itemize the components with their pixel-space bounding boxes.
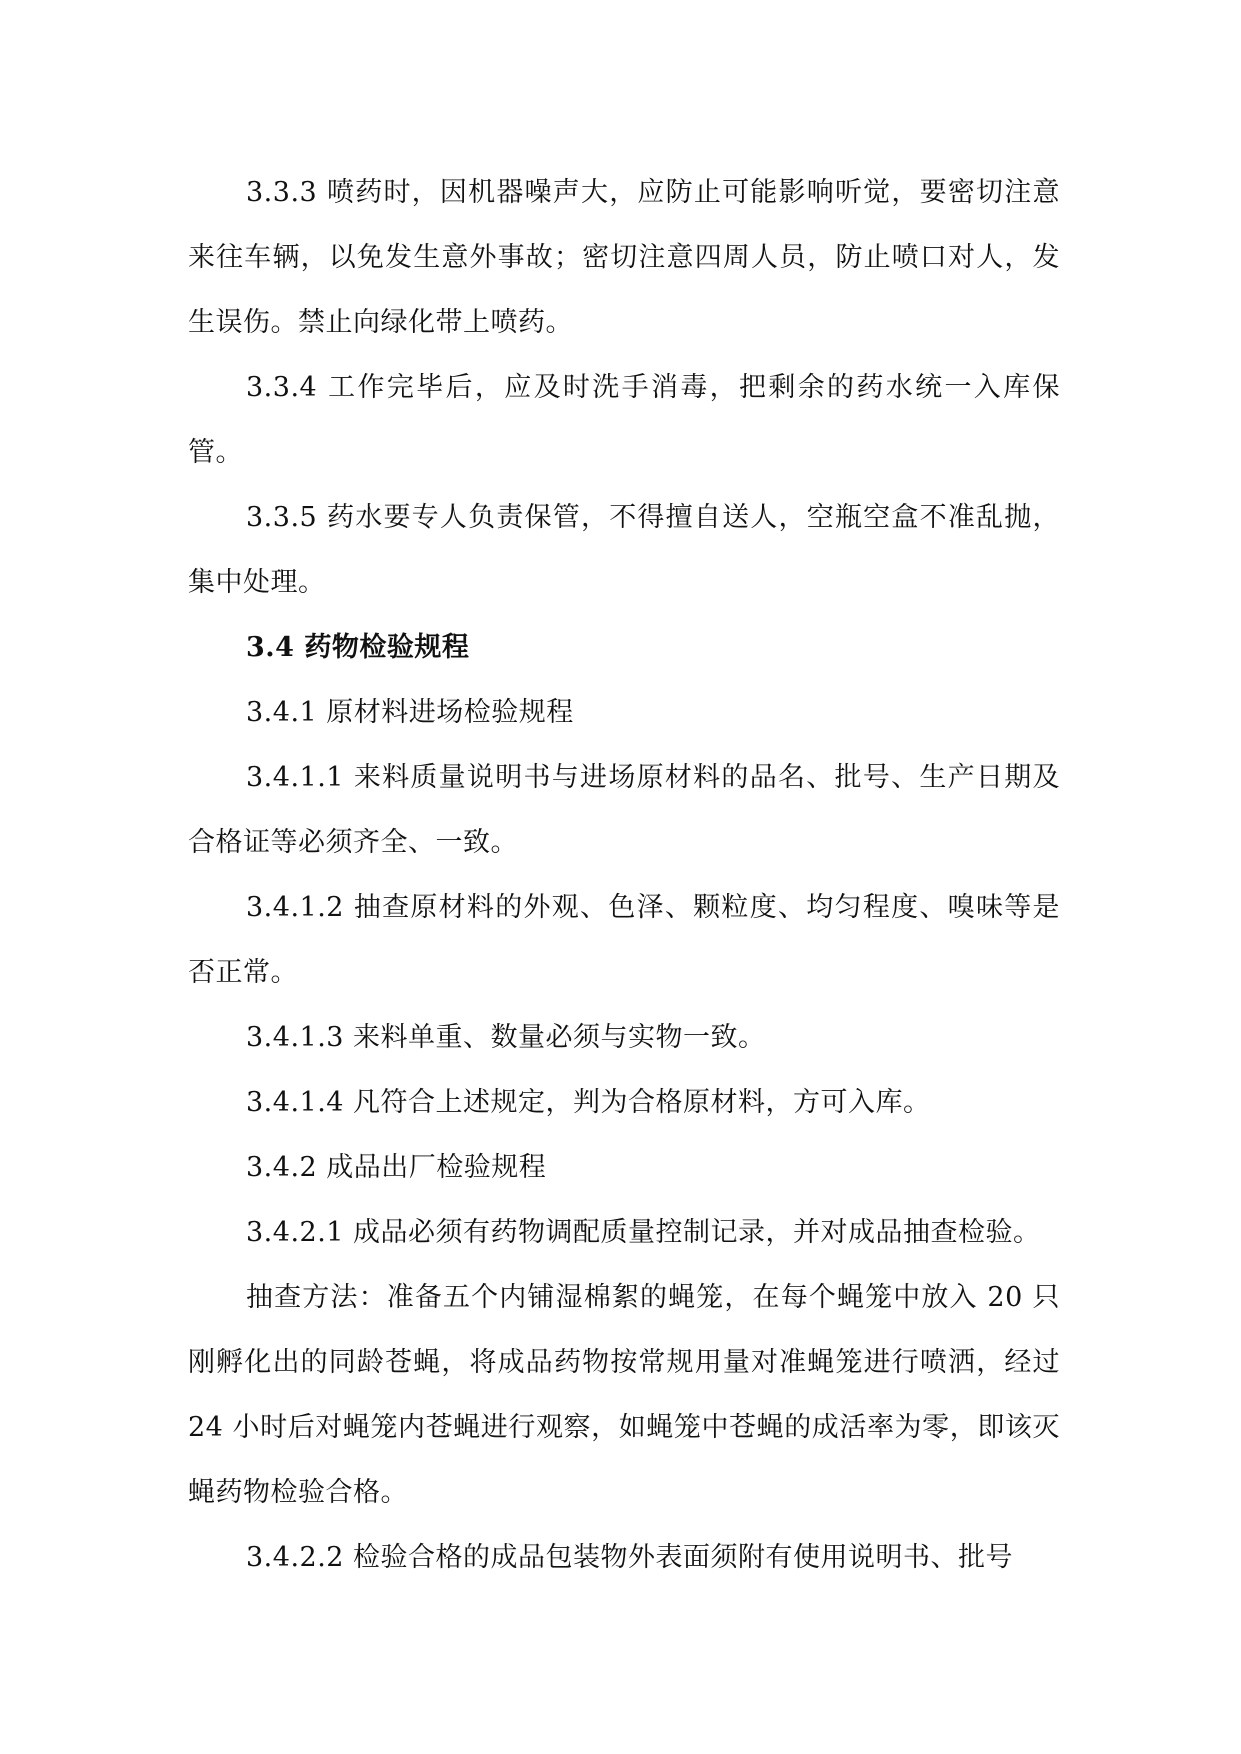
- paragraph-3-4-1-4: 3.4.1.4 凡符合上述规定，判为合格原材料，方可入库。: [246, 1087, 931, 1118]
- paragraph-3-4-1-1: 3.4.1.1 来料质量说明书与进场原材料的品名、批号、生产日期及合格证等必须齐全、一致。: [188, 762, 1060, 858]
- paragraph-3-3-3: 3.3.3 喷药时，因机器噪声大，应防止可能影响听觉，要密切注意来往车辆，以免发生意外事故；密切注意四周人员，防止喷口对人，发生误伤。禁止向绿化带上喷药。: [188, 177, 1060, 338]
- paragraph-3-4-1: 3.4.1 原材料进场检验规程: [246, 697, 574, 728]
- paragraph-3-4-1-2: 3.4.1.2 抽查原材料的外观、色泽、颗粒度、均匀程度、嗅味等是否正常。: [188, 892, 1060, 988]
- paragraph-3-4-2-1: 3.4.2.1 成品必须有药物调配质量控制记录，并对成品抽查检验。: [246, 1217, 1041, 1248]
- section-heading-3-4: 3.4 药物检验规程: [246, 632, 470, 663]
- paragraph-test-method: 抽查方法：准备五个内铺湿棉絮的蝇笼，在每个蝇笼中放入 20 只刚孵化出的同龄苍蝇，将成品药物按常规用量对准蝇笼进行喷洒，经过 24 小时后对蝇笼内苍蝇进行观察，如蝇笼中苍蝇的成活率为零，即该灭蝇药物检验合格。: [188, 1282, 1060, 1508]
- paragraph-3-4-2-2: 3.4.2.2 检验合格的成品包装物外表面须附有使用说明书、批号: [246, 1542, 1014, 1573]
- document-body: [188, 160, 1060, 1590]
- paragraph-3-3-5: 3.3.5 药水要专人负责保管，不得擅自送人，空瓶空盒不准乱抛，集中处理。: [188, 502, 1060, 598]
- paragraph-3-4-1-3: 3.4.1.3 来料单重、数量必须与实物一致。: [246, 1022, 766, 1053]
- paragraph-3-4-2: 3.4.2 成品出厂检验规程: [246, 1152, 547, 1183]
- paragraph-3-3-4: 3.3.4 工作完毕后，应及时洗手消毒，把剩余的药水统一入库保管。: [188, 372, 1060, 468]
